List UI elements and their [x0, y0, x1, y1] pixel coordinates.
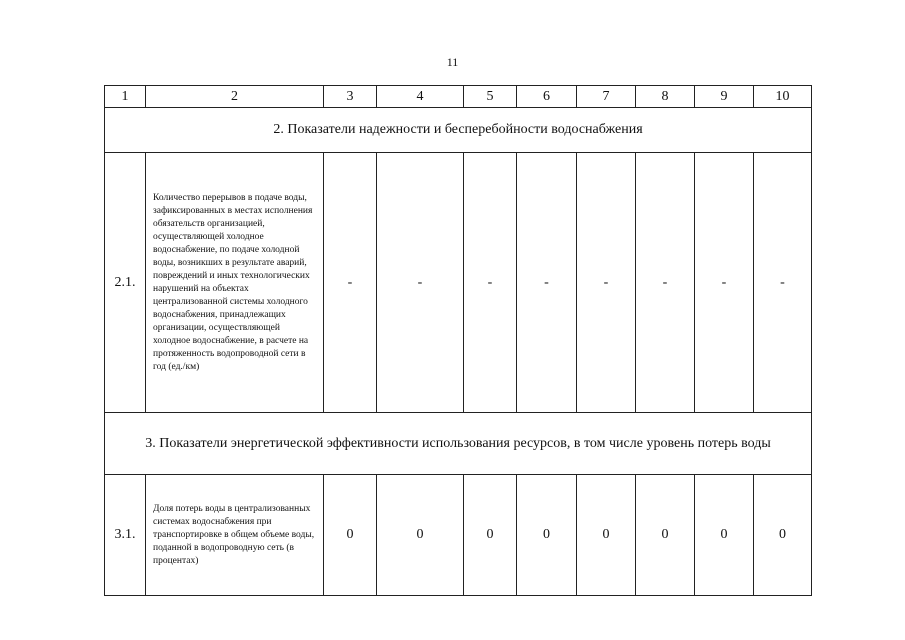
column-header: 3 — [324, 86, 377, 108]
column-header: 9 — [695, 86, 754, 108]
value-cell: - — [517, 153, 577, 413]
section-heading-row — [105, 108, 812, 153]
value-cell: 0 — [324, 475, 377, 596]
value-cell: 0 — [754, 475, 812, 596]
column-header: 5 — [464, 86, 517, 108]
page-number: 11 — [446, 55, 459, 69]
row-description: Доля потерь воды в централизованных системах водоснабжения при транспортировке в общем объеме воды, поданной в водопроводную сеть (в процентах) — [146, 475, 324, 596]
value-cell: 0 — [377, 475, 464, 596]
row-number: 2.1. — [105, 153, 146, 413]
column-header: 6 — [517, 86, 577, 108]
value-cell: 0 — [577, 475, 636, 596]
column-header: 2 — [146, 86, 324, 108]
column-header: 8 — [636, 86, 695, 108]
value-cell: - — [464, 153, 517, 413]
value-cell: - — [695, 153, 754, 413]
value-cell: 0 — [695, 475, 754, 596]
indicators-table — [104, 85, 812, 596]
row-number: 3.1. — [105, 475, 146, 596]
value-cell: 0 — [517, 475, 577, 596]
section-title: 3. Показатели энергетической эффективности использования ресурсов, в том числе уровень потерь воды — [105, 413, 812, 475]
table-row — [105, 153, 812, 413]
value-cell: - — [577, 153, 636, 413]
value-cell: 0 — [464, 475, 517, 596]
table-row — [105, 475, 812, 596]
value-cell: - — [754, 153, 812, 413]
column-header: 4 — [377, 86, 464, 108]
column-header: 10 — [754, 86, 812, 108]
section-title: 2. Показатели надежности и бесперебойности водоснабжения — [105, 108, 812, 153]
value-cell: - — [636, 153, 695, 413]
column-header: 7 — [577, 86, 636, 108]
value-cell: 0 — [636, 475, 695, 596]
row-description: Количество перерывов в подаче воды, зафиксированных в местах исполнения обязательств организацией, осуществляющей холодное водоснабжение, по подаче холодной воды, возникших в результате аварий, повреждений и иных технологических нарушений на объектах централизованной системы холодного водоснабжения, принадлежащих организации, осуществляющей холодное водоснабжение, в расчете на протяженность водопроводной сети в год (ед./км) — [146, 153, 324, 413]
column-header: 1 — [105, 86, 146, 108]
section-heading-row — [105, 413, 812, 475]
value-cell: - — [377, 153, 464, 413]
value-cell: - — [324, 153, 377, 413]
column-number-row — [105, 86, 812, 108]
